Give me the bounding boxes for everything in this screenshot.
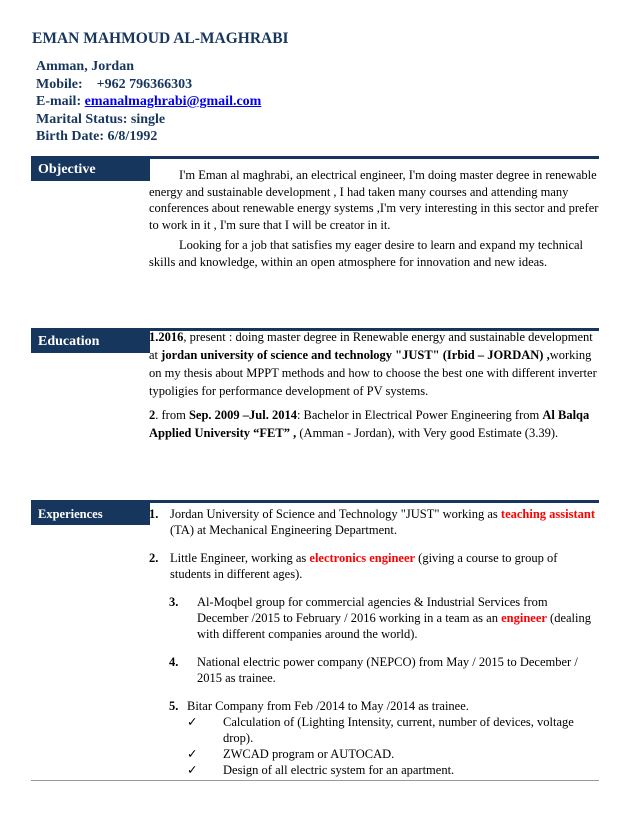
experience-item: 4. National electric power company (NEPCO) from May / 2015 to December / 2015 as trainee. [169, 655, 578, 685]
experience-item: 5. Bitar Company from Feb /2014 to May /2014 as trainee. [169, 699, 469, 713]
education-label: Education [31, 331, 150, 353]
education-entry-1: 1.2016, present : doing master degree in Renewable energy and sustainable development at jordan university of science and technology "JUST" (Irbid – JORDAN) ,working on my thesis about MPPT methods and how to choose the best one with different inverter typoligies for performance development of PV systems. [149, 330, 597, 398]
experiences-content [149, 506, 599, 778]
mobile-line [36, 76, 261, 94]
check-icon: ✓ [187, 763, 198, 777]
mobile-number: +962 796366303 [96, 76, 193, 92]
contact-block [36, 58, 261, 146]
objective-paragraph-2: Looking for a job that satisfies my eager desire to learn and expand my technical skills and knowledge, within an open atmosphere for innovation and new ideas. [149, 238, 584, 269]
objective-content [149, 167, 599, 270]
checklist-item: ✓ Calculation of (Lighting Intensity, current, number of devices, voltage drop). [187, 715, 574, 745]
check-icon: ✓ [187, 747, 198, 761]
objective-section [31, 156, 599, 316]
email-label: E-mail: [36, 94, 82, 109]
birth-date: Birth Date: 6/8/1992 [36, 129, 158, 144]
bottom-rule [31, 780, 599, 781]
experiences-label: Experiences [31, 503, 150, 525]
marital-status: Marital Status: single [36, 111, 166, 127]
applicant-name: EMAN MAHMOUD AL-MAGHRABI [32, 30, 289, 47]
mobile-label: Mobile: [36, 76, 83, 92]
email-link[interactable]: emanalmaghrabi@gmail.com [84, 94, 262, 109]
city: Amman, Jordan [36, 59, 135, 74]
objective-label: Objective [31, 159, 150, 181]
education-entry-2: 2. from Sep. 2009 –Jul. 2014: Bachelor in Electrical Power Engineering from Al Balqa Applied University “FET” , (Amman - Jordan), with Very good Estimate (3.39). [149, 408, 590, 440]
experience-item: 1. Jordan University of Science and Technology "JUST" working as teaching assistant (TA) at Mechanical Engineering Department. [149, 507, 596, 537]
experience-item: 3. Al-Moqbel group for commercial agencies & Industrial Services from December /2015 to February / 2016 working in a team as an engineer (dealing with different companies around the world). [169, 595, 592, 641]
email-line [36, 93, 261, 111]
experience-item: 2. Little Engineer, working as electronics engineer (giving a course to group of students in different ages). [149, 551, 558, 581]
education-content [149, 328, 599, 442]
checklist-item: ✓ ZWCAD program or AUTOCAD. [187, 747, 395, 761]
check-icon: ✓ [187, 715, 198, 729]
education-section [31, 328, 599, 478]
checklist-item: ✓ Design of all electric system for an apartment. [187, 763, 455, 777]
objective-paragraph-1: I'm Eman al maghrabi, an electrical engineer, I'm doing master degree in renewable energy and sustainable development , I had taken many courses and attending many conferences about renewable energy systems ,I'm very interesting in this sector and prefer to work in it , I'm sure that I will be creator in it. [149, 168, 599, 232]
experiences-section [31, 500, 599, 775]
